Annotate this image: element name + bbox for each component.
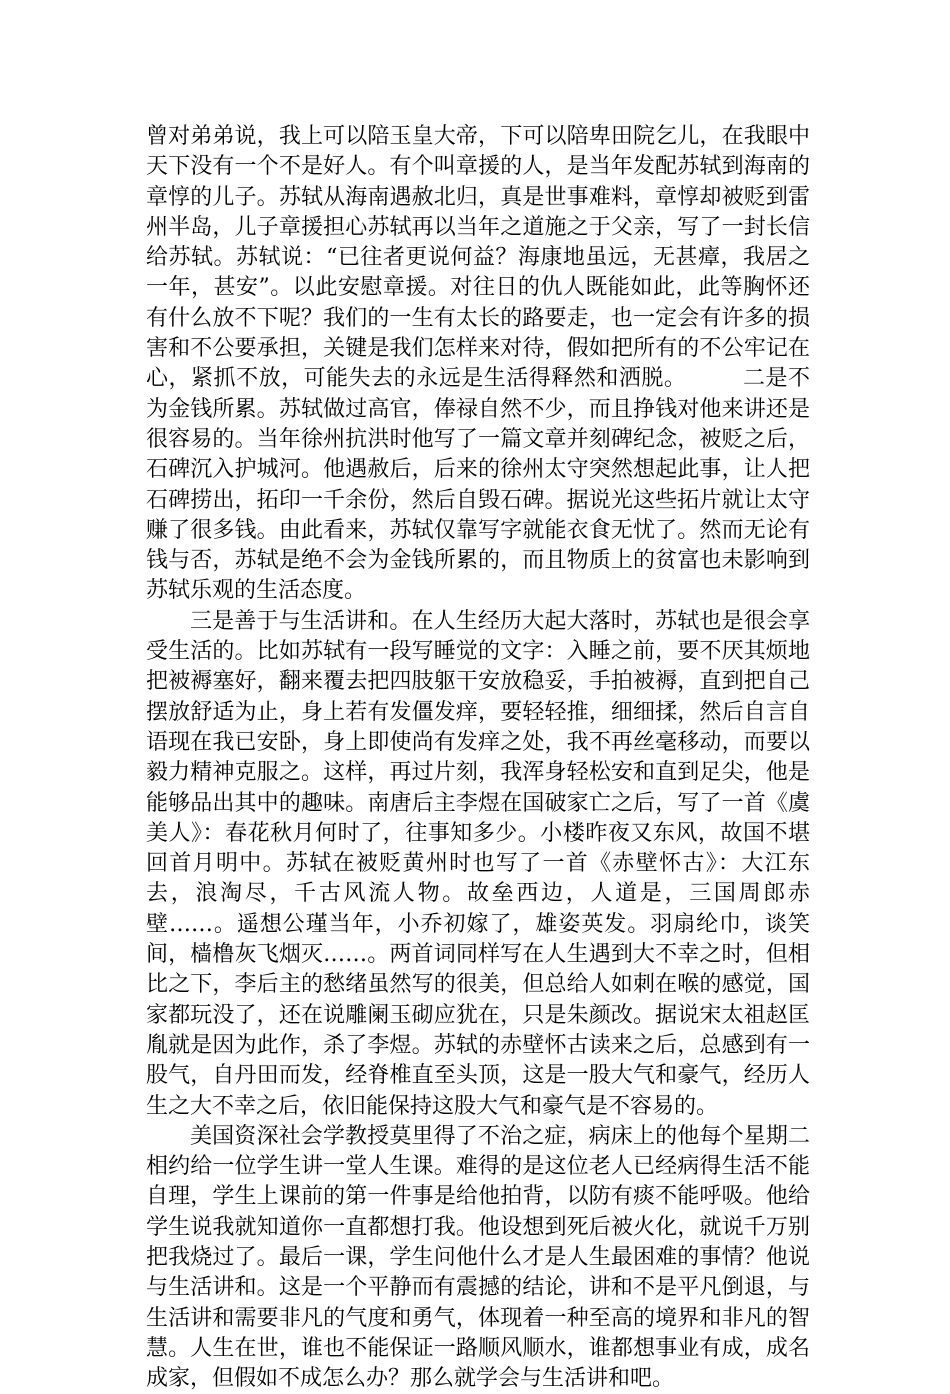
paragraph-3: 美国资深社会学教授莫里得了不治之症，病床上的他每个星期二相约给一位学生讲一堂人生课。难得的是这位老人已经病得生活不能自理，学生上课前的第一件事是给他拍背，以防有痰不能呼吸。他给学生说我就知道你一直都想打我。他设想到死后被火化，就说千万别把我烧过了。最后一课，学生问他什么才是人生最困难的事情？他说与生活讲和。这是一个平静而有震撼的结论，讲和不是平凡倒退，与生活讲和需要非凡的气度和勇气，体现着一种至高的境界和非凡的智慧。人生在世，谁也不能保证一路顺风顺水，谁都想事业有成，成名成家，但假如不成怎么办？那么就学会与生活讲和吧。	[146, 1123, 810, 1392]
paragraph-1: 曾对弟弟说，我上可以陪玉皇大帝，下可以陪卑田院乞儿，在我眼中天下没有一个不是好人。有个叫章援的人，是当年发配苏轼到海南的章惇的儿子。苏轼从海南遇赦北归，真是世事难料，章惇却被贬到雷州半岛，儿子章援担心苏轼再以当年之道施之于父亲，写了一封长信给苏轼。苏轼说：“已往者更说何益？海康地虽远，无甚瘴，我居之一年，甚安”。以此安慰章援。对往日的仇人既能如此，此等胸怀还有什么放不下呢？我们的一生有太长的路要走，也一定会有许多的损害和不公要承担，关键是我们怎样来对待，假如把所有的不公牢记在心，紧抓不放，可能失去的永远是生活得释然和洒脱。 二是不为金钱所累。苏轼做过高官，俸禄自然不少，而且挣钱对他来讲还是很容易的。当年徐州抗洪时他写了一篇文章并刻碑纪念，被贬之后，石碑沉入护城河。他遇赦后，后来的徐州太守突然想起此事，让人把石碑捞出，拓印一千余份，然后自毁石碑。据说光这些拓片就让太守赚了很多钱。由此看来，苏轼仅靠写字就能衣食无忧了。然而无论有钱与否，苏轼是绝不会为金钱所累的，而且物质上的贫富也未影响到苏轼乐观的生活态度。	[146, 124, 810, 604]
paragraph-2: 三是善于与生活讲和。在人生经历大起大落时，苏轼也是很会享受生活的。比如苏轼有一段写睡觉的文字：入睡之前，要不厌其烦地把被褥塞好，翻来覆去把四肢躯干安放稳妥，手拍被褥，直到把自己摆放舒适为止，身上若有发僵发痒，要轻轻推，细细揉，然后自言自语现在我已安卧，身上即使尚有发痒之处，我不再丝毫移动，而要以毅力精神克服之。这样，再过片刻，我浑身轻松安和直到足尖，他是能够品出其中的趣味。南唐后主李煜在国破家亡之后，写了一首《虞美人》：春花秋月何时了，往事知多少。小楼昨夜又东风，故国不堪回首月明中。苏轼在被贬黄州时也写了一首《赤壁怀古》：大江东去，浪淘尽，千古风流人物。故垒西边，人道是，三国周郎赤壁……。遥想公瑾当年，小乔初嫁了，雄姿英发。羽扇纶巾，谈笑间，樯橹灰飞烟灭……。两首词同样写在人生遇到大不幸之时，但相比之下，李后主的愁绪虽然写的很美，但总给人如刺在喉的感觉，国家都玩没了，还在说雕阑玉砌应犹在，只是朱颜改。据说宋太祖赵匡胤就是因为此作，杀了李煜。苏轼的赤壁怀古读来之后，总感到有一股气，自丹田而发，经脊椎直至头顶，这是一股大气和豪气，经历人生之大不幸之后，依旧能保持这股大气和豪气是不容易的。	[146, 608, 810, 1119]
document-body	[146, 122, 810, 1394]
